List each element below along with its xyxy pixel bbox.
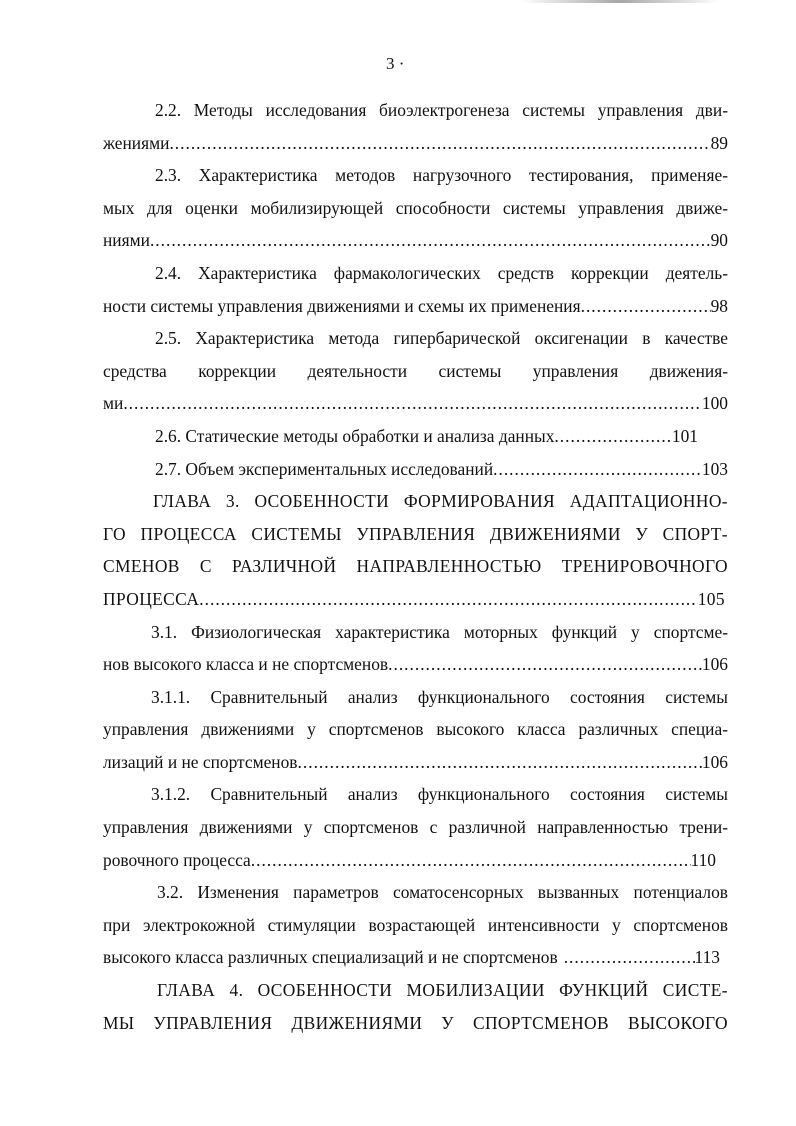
toc-entry-leader-line (103, 127, 728, 160)
toc-entry-text: управления движениями у спортсменов высокого класса различных специа- (103, 719, 728, 740)
toc-entry-text: нов высокого класса и не спортсменов (103, 654, 389, 675)
toc-page-number: 106 (701, 654, 728, 675)
toc-entry-3-2 (103, 876, 728, 974)
toc-entry-3-1-1 (103, 681, 728, 779)
toc-entry-text: жениями (103, 132, 170, 153)
toc-chapter-title: ГЛАВА 4. ОСОБЕННОСТИ МОБИЛИЗАЦИИ ФУНКЦИЙ СИСТЕ- (157, 980, 728, 1001)
dot-leader (558, 941, 695, 974)
dot-leader (493, 453, 702, 486)
toc-entry-text: высокого класса различных специализаций и не спортсменов (103, 947, 558, 968)
dot-leader (251, 844, 691, 877)
toc-chapter-4 (103, 974, 728, 1039)
toc-entry-text: 2.2. Методы исследования биоэлектрогенеза системы управления дви- (155, 100, 728, 120)
toc-entry-text: ровочного процесса (103, 849, 251, 870)
toc-entry-2-5 (103, 322, 728, 420)
toc-entry-2-3 (103, 159, 728, 257)
toc-entry-text: 2.5. Характеристика метода гипербарической оксигенации в качестве (155, 328, 728, 349)
toc-chapter-title: ГО ПРОЦЕССА СИСТЕМЫ УПРАВЛЕНИЯ ДВИЖЕНИЯМИ У СПОРТ- (103, 523, 728, 544)
toc-page-number: 101 (671, 425, 698, 446)
toc-page-number: 106 (701, 751, 728, 772)
toc-entry-text: 3.2. Изменения параметров соматосенсорных вызванных потенциалов (157, 882, 728, 903)
dot-leader (554, 420, 671, 453)
toc-entry-leader-line (103, 224, 728, 257)
toc-entry-text: при электрокожной стимуляции возрастающей интенсивности у спортсменов (103, 914, 728, 935)
toc-entry-leader-line (103, 746, 728, 779)
toc-entry-text: ниями (103, 230, 150, 251)
toc-entry-2-7 (103, 453, 728, 486)
toc-entry-text: 2.7. Объем экспериментальных исследований (155, 458, 494, 479)
toc-page-number: 100 (701, 393, 728, 414)
toc-entry-2-4 (103, 257, 728, 322)
toc-entry-leader-line (103, 941, 728, 974)
toc-entry-3-1-2 (103, 778, 728, 876)
toc-page-number: 113 (694, 947, 720, 968)
toc-page-number: 98 (710, 295, 728, 316)
toc-entry-text: мых для оценки мобилизирующей способности системы управления движе- (103, 197, 728, 218)
toc-entry-text: 3.1.1. Сравнительный анализ функционального состояния системы (151, 686, 728, 707)
toc-page-number: 103 (701, 458, 728, 479)
dot-leader (199, 583, 697, 616)
toc-entry-text: ми (103, 393, 124, 414)
toc-chapter-3 (103, 485, 728, 615)
toc-entry-text: 2.6. Статические методы обработки и анализа данных (155, 425, 555, 446)
toc-entry-text: управления движениями у спортсменов с различной направленностью трени- (103, 817, 728, 838)
toc-chapter-title: ПРОЦЕССА (103, 588, 200, 609)
toc-entry-leader-line (103, 844, 728, 877)
toc-page-number: 110 (690, 849, 716, 870)
toc-chapter-title: СМЕНОВ С РАЗЛИЧНОЙ НАПРАВЛЕННОСТЬЮ ТРЕНИРОВОЧНОГО (103, 556, 728, 577)
toc-entry-leader-line (103, 453, 728, 486)
dot-leader (169, 127, 710, 160)
toc-page-number: 90 (710, 230, 728, 251)
toc-entry-2-6 (103, 420, 728, 453)
toc-entry-leader-line (103, 290, 728, 323)
toc-entry-text: 3.1.2. Сравнительный анализ функционального состояния системы (151, 784, 728, 805)
toc-page-number: 89 (710, 132, 728, 153)
toc-entry-text: ности системы управления движениями и схемы их применения (103, 295, 581, 316)
toc-entry-leader-line (103, 583, 728, 616)
dot-leader (123, 387, 702, 420)
toc-entry-text: 2.4. Характеристика фармакологических средств коррекции деятель- (155, 262, 728, 283)
toc-chapter-title: МЫ УПРАВЛЕНИЯ ДВИЖЕНИЯМИ У СПОРТСМЕНОВ ВЫСОКОГО (103, 1012, 728, 1033)
toc-entry-leader-line (103, 648, 728, 681)
scan-artifact-line (520, 0, 720, 3)
dot-leader (388, 648, 702, 681)
toc-entry-text: средства коррекции деятельности системы управления движения- (103, 360, 728, 381)
page-number: 3 · (386, 54, 405, 73)
toc-chapter-title: ГЛАВА 3. ОСОБЕННОСТИ ФОРМИРОВАНИЯ АДАПТАЦИОННО- (153, 491, 728, 512)
dot-leader (150, 224, 711, 257)
dot-leader (298, 746, 702, 779)
toc-entry-text: 3.1. Физиологическая характеристика моторных функций у спортсме- (151, 621, 728, 642)
toc-page-number: 105 (697, 588, 725, 609)
toc-entry-text: 2.3. Характеристика методов нагрузочного тестирования, применяе- (155, 165, 728, 186)
toc-entry-leader-line (103, 387, 728, 420)
dot-leader (581, 290, 711, 323)
toc-entry-text: лизаций и не спортсменов (103, 751, 298, 772)
toc-entry-leader-line (103, 420, 728, 453)
table-of-contents (103, 94, 728, 1039)
toc-entry-3-1 (103, 616, 728, 681)
toc-entry-2-2 (103, 94, 728, 159)
